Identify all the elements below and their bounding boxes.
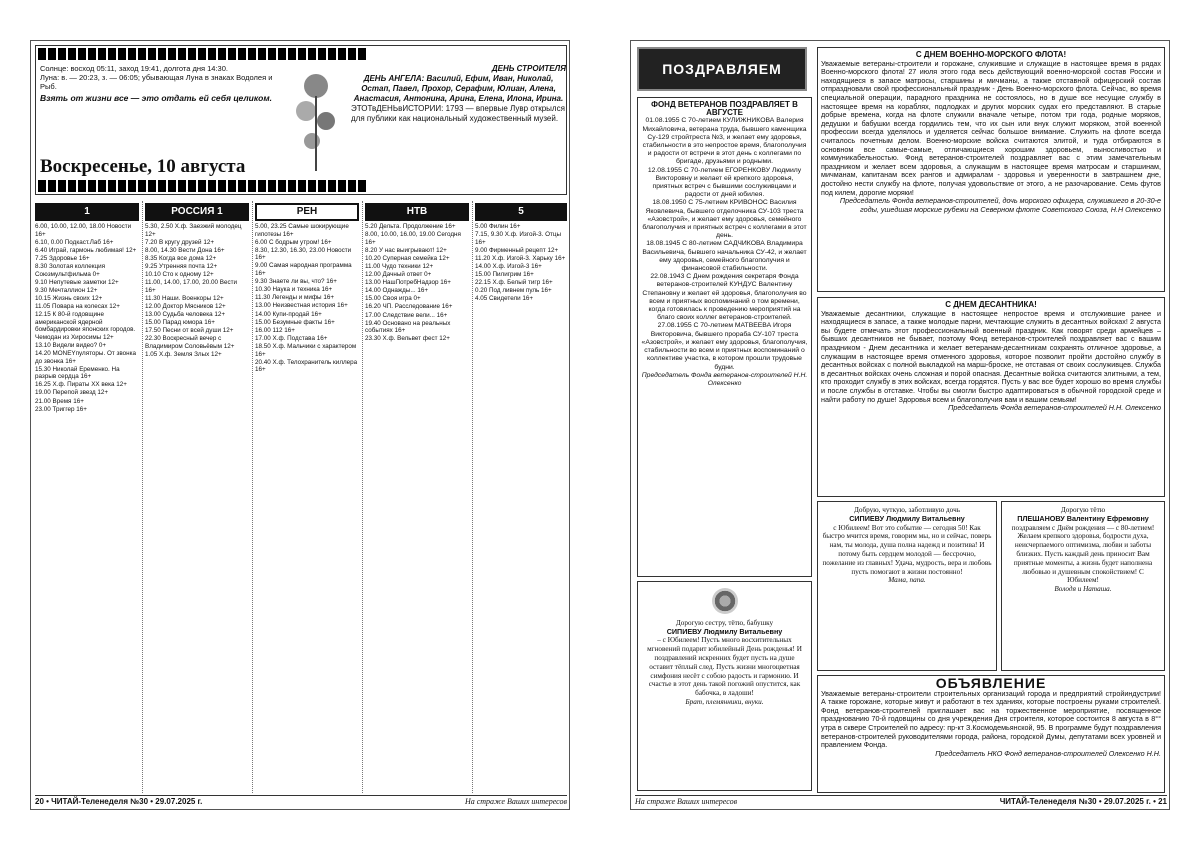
list-item: 10.30 Наука и техника 16+: [255, 286, 333, 294]
fund-title: ФОНД ВЕТЕРАНОВ ПОЗДРАВЛЯЕТ В АВГУСТЕ: [651, 100, 798, 118]
list-item: 6.40 Играй, гармонь любимая! 12+: [35, 246, 137, 254]
list-item: 14.00 Х.ф. Изгой-3 16+: [475, 262, 542, 270]
greeting-card-1: [817, 501, 997, 671]
greeting-from: Брат, племянники, внуки.: [685, 697, 764, 706]
angel-day: ДЕНЬ АНГЕЛА: Василий, Ефим, Иван, Николай, Остап, Павел, Прохор, Серафим, Юлиан, Алена, Анастасия, Антонина, Арина, Елена, Илона, Ирина.: [353, 74, 564, 103]
channel-items: [35, 223, 139, 413]
para-signature: Председатель Фонда ветеранов-строителей Н.Н. Олексенко: [948, 403, 1161, 413]
list-item: 8.30, 12.30, 16.30, 23.00 Новости 16+: [255, 246, 352, 262]
list-item: 10.10 Сто к одному 12+: [145, 271, 214, 279]
list-item: 14.00 Купи-продай 16+: [255, 310, 322, 318]
announce-title: ОБЪЯВЛЕНИЕ: [935, 675, 1047, 691]
footer-slogan: На страже Ваших интересов: [635, 797, 738, 806]
list-item: 10.15 Жизнь своих 12+: [35, 294, 103, 302]
list-item: 9.30 Знаете ли вы, что? 16+: [255, 278, 337, 286]
list-item: 12.15 К 80-й годовщине американской ядерной бомбардировки японских городов. Чемодан из Хиросимы 12+: [35, 311, 136, 341]
header-panel: [35, 45, 567, 195]
list-item: 15.00 Пилигрим 16+: [475, 271, 534, 279]
list-item: 4.05 Свидетели 16+: [475, 295, 534, 303]
channel-items: [365, 223, 469, 343]
list-item: 12.00 Доктор Мясников 12+: [145, 302, 226, 310]
list-item: 20.40 Х.ф. Телохранитель киллера 16+: [255, 358, 358, 374]
list-item: 11.05 Повара на колесах 12+: [35, 302, 120, 310]
day-title: Воскресенье, 10 августа: [40, 156, 246, 177]
list-item: 13.00 НашПотребНадзор 16+: [365, 279, 451, 287]
list-item: 8.00, 10.00, 16.00, 19.00 Сегодня 16+: [365, 231, 461, 246]
list-item: 13.00 Судьба человека 12+: [145, 311, 226, 319]
channel-logo-ren: РЕН: [255, 203, 359, 221]
announce-text: Уважаемые ветераны-строители строительных организаций города и предприятий стройиндустрии! А также горожане, которые живут и работают в тех зданиях, которые построены руками строителей. Фонд ветеранов-строителей приглашает вас на торжественное мероприятие, посвященное празднованию 70-й годовщины со дня учреждения Дня строителя, которое состоится 8 августа в 8°° утра в сквере Строителей по адресу: пр-кт З.Космодемьянской, 95. В программе будут поздравления ветеранов-строителей руководителями города, района, городской Думы, депутатами всех уровней и правлением Фонда.: [821, 688, 1161, 750]
navy-title: С ДНЕМ ВОЕННО-МОРСКОГО ФЛОТА!: [915, 50, 1067, 59]
column-divider: [472, 201, 473, 793]
sun-info: Солнце: восход 05:11, заход 19:41, долгота дня 14:30.: [40, 64, 228, 73]
list-item: 5.30, 2.50 Х.ф. Заезжий молодец 12+: [145, 223, 242, 238]
channel-column-2: [145, 201, 249, 793]
list-item: 21.00 Время 16+: [35, 397, 84, 405]
list-item: 17.00 Х.ф. Подставa 16+: [255, 334, 328, 342]
list-item: 15.00 Парад юмора 16+: [145, 319, 215, 327]
list-item: 11.00, 14.00, 17.00, 20.00 Вести 16+: [145, 279, 238, 294]
day-info: [351, 64, 566, 124]
list-item: 6.00 С бодрым утром! 16+: [255, 238, 332, 246]
greeting-name: СИПИЕВУ Людмилу Витальевну: [666, 626, 783, 636]
list-item: 16.20 ЧП. Расследование 16+: [365, 303, 453, 311]
list-item: 14.20 MONEYпуляторы. От звонка до звонка 16+: [35, 350, 137, 365]
para-text: Уважаемые десантники, служащие в настоящее непростое время и отслужившие ранее и находящиеся в запасе, а также молодые парни, мечтающие служить в десантных войсках! 2 августа вы будете отмечать этот профессиональный военный праздник. Как говорят среди армейцев – бывших десантников не бывает, поэтому Фонд ветеранов-строителей поздравляет вас с вашим праздником - Днем десантника и желает ветеранам-десантникам сохранять отличное здоровье, а служащим в настоящее время отменного здоровья, которое позволит пройти достойно службу в десантных войсках с полной выкладкой на марш-броске, не отставая от своих сослуживцев. Служба в десантных войсках очень сложная и порой опасная. Десантные войска считаются элитными, а тем, кто проходит службу в этих войсках, всегда гордятся. Пусть у вас все будет хорошо во время службы и после службы в отставке. Чтобы вы смогли быстро адаптироваться в обычной городской среде и найти работу по душе! Здоровья всем и благополучия вам и вашим семьям!: [821, 308, 1161, 404]
tv-program: [35, 201, 567, 793]
list-item: 7.15, 9.30 Х.ф. Изгой-3. Отцы 16+: [475, 231, 561, 246]
list-item: 13.10 Видели видео? 0+: [35, 341, 107, 349]
list-item: 19.00 Перепой звезд 12+: [35, 389, 109, 397]
list-item: 23.00 Триггер 16+: [35, 405, 87, 413]
list-item: 9.10 Непутевые заметки 12+: [35, 278, 119, 286]
right-page: [630, 40, 1170, 810]
list-item: 22.30 Воскресный вечер с Владимиром Соловьёвым 12+: [145, 335, 235, 350]
list-item: 6.10, 0.00 Подкаст.Лаб 16+: [35, 238, 114, 246]
list-item: 8.35 Когда все дома 12+: [145, 254, 217, 262]
list-item: 27.08.1955 С 70-летием МАТВЕЕВА Игоря Викторовича, бывшего прораба СУ-107 треста «Азовстрой», и желает ему здоровья, благополучия, стабильности во всем и приятных воспоминаний о коллективе участка, в котором прошли трудовые будни.: [641, 322, 808, 371]
column-divider: [252, 201, 253, 793]
list-item: 9.00 Фирменный рецепт 12+: [475, 246, 559, 254]
footer-issue: 20 • ЧИТАЙ-Теленеделя №30 • 29.07.2025 г.: [35, 797, 203, 806]
list-item: 12.00 Дачный ответ 0+: [365, 271, 432, 279]
film-strip-top: [38, 48, 368, 60]
announcement: [817, 675, 1165, 793]
channel-logo-5: 5: [475, 203, 567, 221]
list-item: 9.00 Самая народная программа 16+: [255, 262, 352, 278]
list-item: 5.20 Дельта. Продолжение 16+: [365, 223, 456, 230]
list-item: 15.00 Безумные факты 16+: [255, 318, 335, 326]
channel-logo-russia: РОССИЯ 1: [145, 203, 249, 221]
list-item: 8.30 Золотая коллекция Союзмультфильма 0+: [35, 262, 106, 278]
list-item: 5.00, 23.25 Самые шокирующие гипотезы 16+: [255, 223, 349, 238]
channel-column-4: [365, 201, 469, 793]
moon-info: Луна: в. — 20:23, з. — 06:05; убывающая Луна в знаках Водолея и Рыб.: [40, 73, 273, 91]
channel-logo-1: 1: [35, 203, 139, 221]
greeting-from: Мама, папа.: [888, 576, 926, 585]
list-item: 16.00 112 16+: [255, 326, 295, 334]
channel-items: [475, 223, 567, 303]
fund-signature: Председатель Фонда ветеранов-строителей Н.Н. Олексенко: [641, 371, 808, 387]
greeting-from: Володя и Наташа.: [1054, 585, 1112, 594]
greeting-text: – с Юбилеем! Пусть много восхитительных мгновений подарит юбилейный День рожденья! И поздравлений искренних будет пусть на душе оставит тёплый след. Пусть жизни многоцветная симфония несёт с собою радость и гармонию. И счастье в этот день такой погожий опустится, как бабочка, в ладоши!: [647, 636, 802, 698]
list-item: 7.20 В кругу друзей 12+: [145, 238, 215, 246]
list-item: 12.08.1955 С 70-летием ЕГОРЕНКОВУ Людмилу Викторовну и желает ей крепкого здоровья, приятных встреч с бывшими сослуживцами и радости от дней юбилея.: [647, 166, 802, 199]
list-item: 18.08.1945 С 80-летием САДЧИКОВА Владимира Васильевича, бывшего начальника СУ-42, и желает ему здоровья, семейного благополучия и финансовой стабильности.: [642, 240, 807, 273]
list-item: 7.25 Здоровье 16+: [35, 254, 90, 262]
builder-day: ДЕНЬ СТРОИТЕЛЯ: [491, 64, 566, 73]
page-footer-left: [35, 795, 567, 807]
list-item: 8.20 У нас выигрывают! 12+: [365, 246, 447, 254]
list-item: 0.20 Под ливнем пуль 16+: [475, 287, 552, 295]
list-item: 11.30 Наши. Военкоры 12+: [145, 294, 224, 302]
channel-logo-ntv: НТВ: [365, 203, 469, 221]
navy-text: Уважаемые ветераны-строители и горожане, служившие и служащие в настоящее время в рядах Военно-морского флота! 27 июля этого года весь действующий военно-морской состав России и находящиеся в запасе матросы, старшины и мичманы, а также отставной офицерский состав отпраздновали свой профессиональный праздник - День Военно-морского флота. Сейчас, во время специальной операции, парадного праздника не состоялось, но в душе все несущие службу в настоящее время на кораблях, подлодках и других морских судах его представляют. В старые добрые времена, когда на флоте служили вначале четыре, потом три года, родные моряков, дедушки и бабушки всегда гордились тем, что их сын или внук служит моряком, этой военной профессии всегда уделялось и уделяется сейчас большое внимание. Служить на флоте всегда считалось почетным делом. Военно-морские войска считаются элитой, и туда отбираются в основном все самые-самые, отличающиеся хорошим здоровьем, выносливостью и коммуникабельностью. Фонд ветеранов-строителей поздравляет вас с этим замечательным праздником и желает всем здоровья, а служащим в настоящее время матросам и старшинам, мичманам, капитанам всех рангов и адмиралам - здоровья и уверенности в завтрашнем дне, достойно нести службу на флоте, получая удовольствие от этого, а не разочарование. Семь футов под килем, дорогие моряки!: [821, 58, 1161, 197]
list-item: 22.08.1943 С Днем рождения секретаря Фонда ветеранов-строителей КУНДУС Валентину Степановну и желает ей здоровья, благополучия во всем и приятных воспоминаний о том времени, когда готовилась к проведению мероприятий на благо своих коллег ветеранов-строителей.: [642, 273, 807, 322]
rose-icon: [712, 588, 738, 614]
page-footer-right: [635, 795, 1167, 807]
list-item: 15.30 Николай Еременко. На разрыв сердца 16+: [35, 365, 120, 381]
list-item: 16.25 Х.ф. Пираты ХХ века 12+: [35, 381, 127, 389]
list-item: 11.20 Х.ф. Изгой-3. Харьку 16+: [475, 254, 566, 262]
greeting-intro: Добрую, чуткую, заботливую дочь: [854, 506, 960, 514]
channel-column-3: [255, 201, 359, 793]
motto: Взять от жизни все — это отдать ей себя целиком.: [40, 93, 273, 103]
list-item: 17.50 Песни от всей души 12+: [145, 327, 234, 335]
list-item: 17.00 Следствие вели... 16+: [365, 311, 448, 319]
list-item: 1.05 Х.ф. Земля Злых 12+: [145, 351, 222, 358]
greeting-text: с Юбилеем! Вот это событие — сегодня 50! Как быстро мчится время, говорим мы, но и сейчас, поверь нам, ты молода, душа полна надежд и позитива! И потому быть сердцем молодой — бессрочно, пожелание из главных! Удача, мудрость, вера и любовь пусть помогают в жизни постоянно!: [822, 523, 992, 576]
list-item: 14.00 Однажды... 16+: [365, 287, 429, 295]
column-divider: [362, 201, 363, 793]
astro-info: [40, 64, 280, 103]
list-item: 9.25 Утренняя почта 12+: [145, 262, 218, 270]
list-item: 01.08.1955 С 70-летием КУЛИЖНИКОВА Валерия Михайловича, ветерана труда, бывшего каменщика Су-129 стройтреста №3, и желает ему здоровья, стабильности в это непростое время, благополучия и радости от встречи в этот день с коллегами по бригаде, друзьями и родными.: [642, 117, 807, 166]
flower-icon: [286, 66, 346, 176]
list-item: 5.00 Филин 16+: [475, 223, 521, 230]
left-page: [30, 40, 570, 810]
list-item: 6.00, 10.00, 12.00, 18.00 Новости 16+: [35, 223, 132, 238]
fund-congrats: [637, 97, 812, 577]
greeting-name: ПЛЕШАНОВУ Валентину Ефремовну: [1017, 513, 1149, 523]
list-item: 15.00 Своя игра 0+: [365, 295, 421, 303]
greeting-intro: Дорогую тётю: [1060, 506, 1106, 514]
column-divider: [142, 201, 143, 793]
list-item: 10.20 Суперная семейка 12+: [365, 254, 450, 262]
channel-column-5: [475, 201, 567, 793]
para-title: С ДНЕМ ДЕСАНТНИКА!: [945, 300, 1037, 309]
list-item: 9.30 Мечталлион 12+: [35, 286, 98, 294]
list-item: 13.00 Неизвестная история 16+: [255, 302, 348, 310]
history-fact: ЭТОТвДЕНЬвИСТОРИИ: 1793 — впервые Лувр открылся для публики как национальный художественный музей.: [351, 104, 565, 123]
paratrooper-day-article: [817, 297, 1165, 497]
channel-items: [145, 223, 249, 359]
list-item: 18.50 Х.ф. Мальчики с характером 16+: [255, 342, 357, 358]
list-item: 8.00, 14.30 Вести Дона 16+: [145, 246, 225, 254]
greeting-card-2: [1001, 501, 1165, 671]
list-item: 23.30 Х.ф. Вельвет фест 12+: [365, 335, 450, 343]
film-strip-bottom: [38, 180, 368, 192]
channel-column-1: [35, 201, 139, 793]
list-item: 11.00 Чудо техники 12+: [365, 262, 434, 270]
greeting-intro: Дорогую сестру, тётю, бабушку: [675, 618, 774, 627]
greeting-card-3: [637, 581, 812, 791]
list-item: 19.40 Основано на реальных событиях 16+: [365, 319, 451, 335]
footer-issue: ЧИТАЙ-Теленеделя №30 • 29.07.2025 г. • 21: [999, 797, 1167, 806]
list-item: 18.08.1950 С 75-летием КРИВОНОС Василия Яковлевича, бывшего отделочника СУ-103 треста «Азовстрой», и желает ему здоровья, семейного благополучия и приятных встреч с коллегами в этот день.: [642, 199, 807, 240]
list-item: 22.15 Х.ф. Белый тигр 16+: [475, 279, 553, 287]
footer-slogan: На страже Ваших интересов: [464, 797, 567, 806]
channel-items: [255, 223, 359, 374]
greeting-name: СИПИЕВУ Людмилу Витальевну: [849, 513, 965, 523]
fund-entries: [641, 117, 808, 371]
navy-signature: Председатель Фонда ветеранов-строителей, дочь морского офицера, служившего в 20-30-е годы, ушедшая морские рубежи на Северном флоте Советского Союза, Н.Н Олексенко: [839, 196, 1161, 214]
list-item: 11.30 Легенды и мифы 16+: [255, 294, 335, 302]
announce-signature: Председатель НКО Фонд ветеранов-строителей Олексенко Н.Н.: [935, 748, 1161, 758]
congrats-banner: ПОЗДРАВЛЯЕМ: [637, 47, 807, 91]
navy-day-article: [817, 47, 1165, 292]
greeting-text: поздравляем с Днём рождения — с 80-летием! Желаем крепкого здоровья, бодрости духа, неисчерпаемого оптимизма, любви и заботы близких. Пусть каждый день приносит Вам приятные моменты, а жизнь будет наполнена любовью и душевным спокойствием! С Юбилеем!: [1011, 523, 1155, 585]
